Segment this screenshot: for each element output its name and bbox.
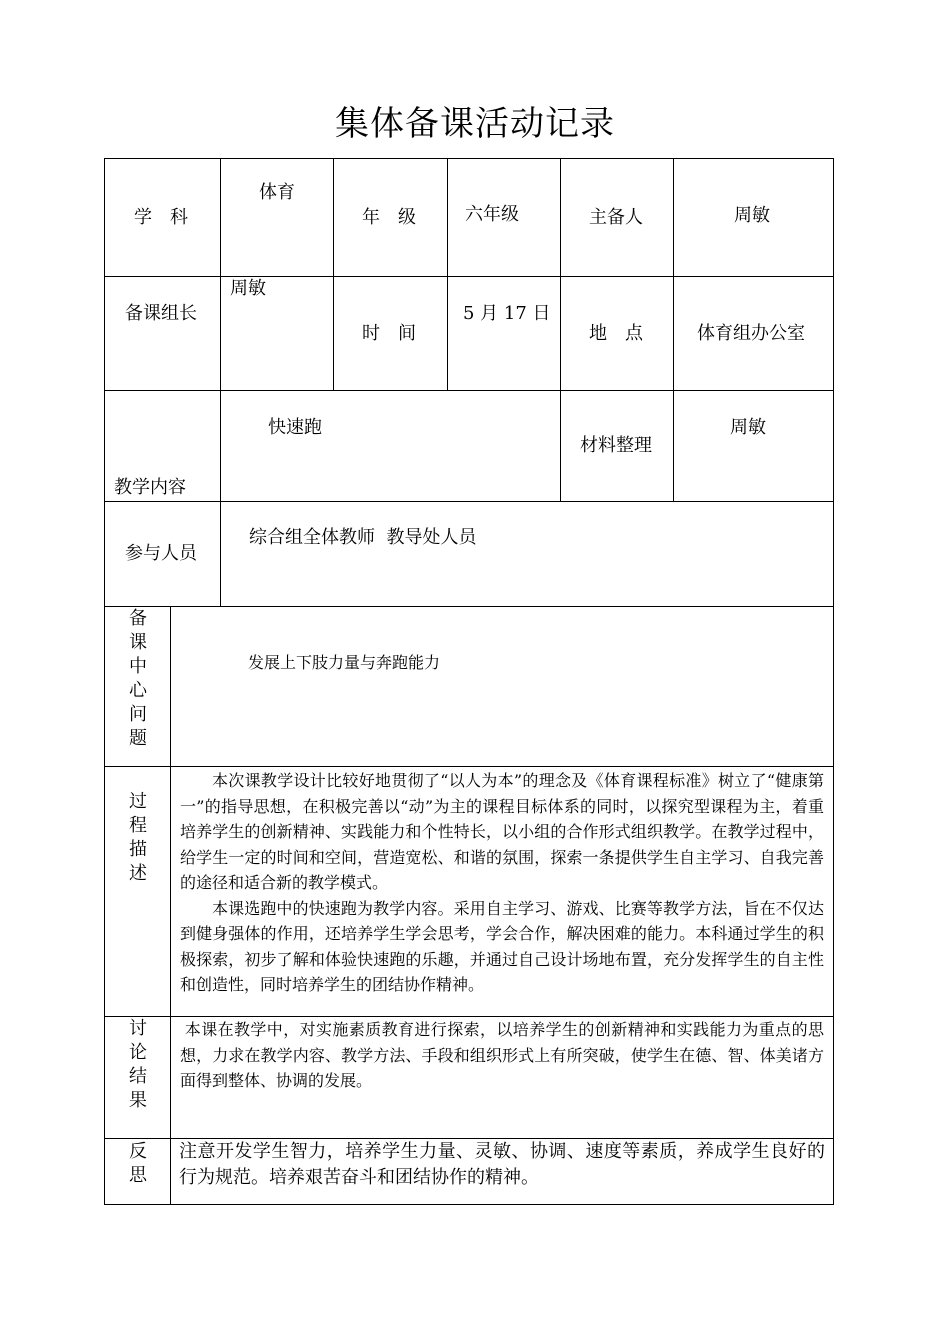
process-paragraph: 本次课教学设计比较好地贯彻了“以人为本”的理念及《体育课程标准》树立了“健康第一”的指导思想，在积极完善以“动”为主的课程目标体系的同时，以探究型课程为主，着重培养学生的创新精神、实践能力和个性特长，以小组的合作形式组织教学。在教学过程中，给学生一定的时间和空间，营造宽松、和谐的氛围，探索一条提供学生自主学习、自我完善的途径和适合新的教学模式。 — [180, 771, 824, 892]
table-border-right — [833, 158, 834, 1205]
col-divider — [447, 158, 448, 391]
material-label: 材料整理 — [580, 435, 652, 456]
teaching-content-label: 教学内容 — [114, 477, 186, 498]
page-title: 集体备课活动记录 — [335, 104, 615, 144]
col-divider — [170, 606, 171, 1205]
subject-label: 学 科 — [134, 207, 188, 228]
place-label: 地 点 — [589, 323, 643, 344]
col-divider — [333, 158, 334, 391]
reflection-label: 反 思 — [129, 1141, 147, 1186]
time-label: 时 间 — [362, 323, 416, 344]
central-issue-value: 发展上下肢力量与奔跑能力 — [248, 653, 441, 672]
subject-value: 体育 — [259, 182, 295, 203]
row-divider — [104, 276, 834, 277]
grade-label: 年 级 — [362, 207, 416, 228]
time-value: 5 月 17 日 — [463, 303, 551, 324]
participants-label: 参与人员 — [125, 543, 197, 564]
table-border-bottom — [104, 1204, 834, 1205]
discussion-result: 本课在教学中，对实施素质教育进行探索，以培养学生的创新精神和实践能力为重点的思想，力求在教学内容、教学方法、手段和组织形式上有所突破，使学生在德、智、体美诸方面得到整体、协调的发展。 — [180, 1020, 824, 1090]
process-description — [180, 768, 824, 998]
table-border-top — [104, 158, 834, 159]
lead-preparer-label: 主备人 — [589, 207, 643, 228]
grade-value: 六年级 — [465, 204, 519, 225]
row-divider — [104, 390, 834, 391]
col-divider — [673, 158, 674, 502]
row-divider — [104, 501, 834, 502]
place-value: 体育组办公室 — [697, 323, 805, 344]
row-divider — [104, 766, 834, 767]
discussion-label: 讨 论 结 果 — [129, 1018, 147, 1111]
lead-preparer-value: 周敏 — [734, 205, 770, 226]
group-leader-label: 备课组长 — [125, 303, 197, 324]
central-issue-label: 备 课 中 心 问 题 — [129, 608, 147, 749]
row-divider — [104, 606, 834, 607]
process-paragraph: 本课选跑中的快速跑为教学内容。采用自主学习、游戏、比赛等教学方法，旨在不仅达到健身强体的作用，还培养学生学会思考，学会合作，解决困难的能力。本科通过学生的积极探索，初步了解和体验快速跑的乐趣，并通过自己设计场地布置，充分发挥学生的自主性和创造性，同时培养学生的团结协作精神。 — [180, 898, 824, 994]
col-divider — [220, 158, 221, 607]
group-leader-value: 周敏 — [230, 278, 266, 299]
process-label: 过 程 描 述 — [129, 791, 147, 884]
participants-value: 综合组全体教师 教导处人员 — [249, 527, 477, 548]
table-border-left — [104, 158, 105, 1205]
teaching-content-value: 快速跑 — [268, 417, 322, 438]
material-value: 周敏 — [730, 417, 766, 438]
reflection-text: 注意开发学生智力，培养学生力量、灵敏、协调、速度等素质，养成学生良好的行为规范。培养艰苦奋斗和团结协作的精神。 — [179, 1141, 825, 1188]
col-divider — [560, 158, 561, 502]
